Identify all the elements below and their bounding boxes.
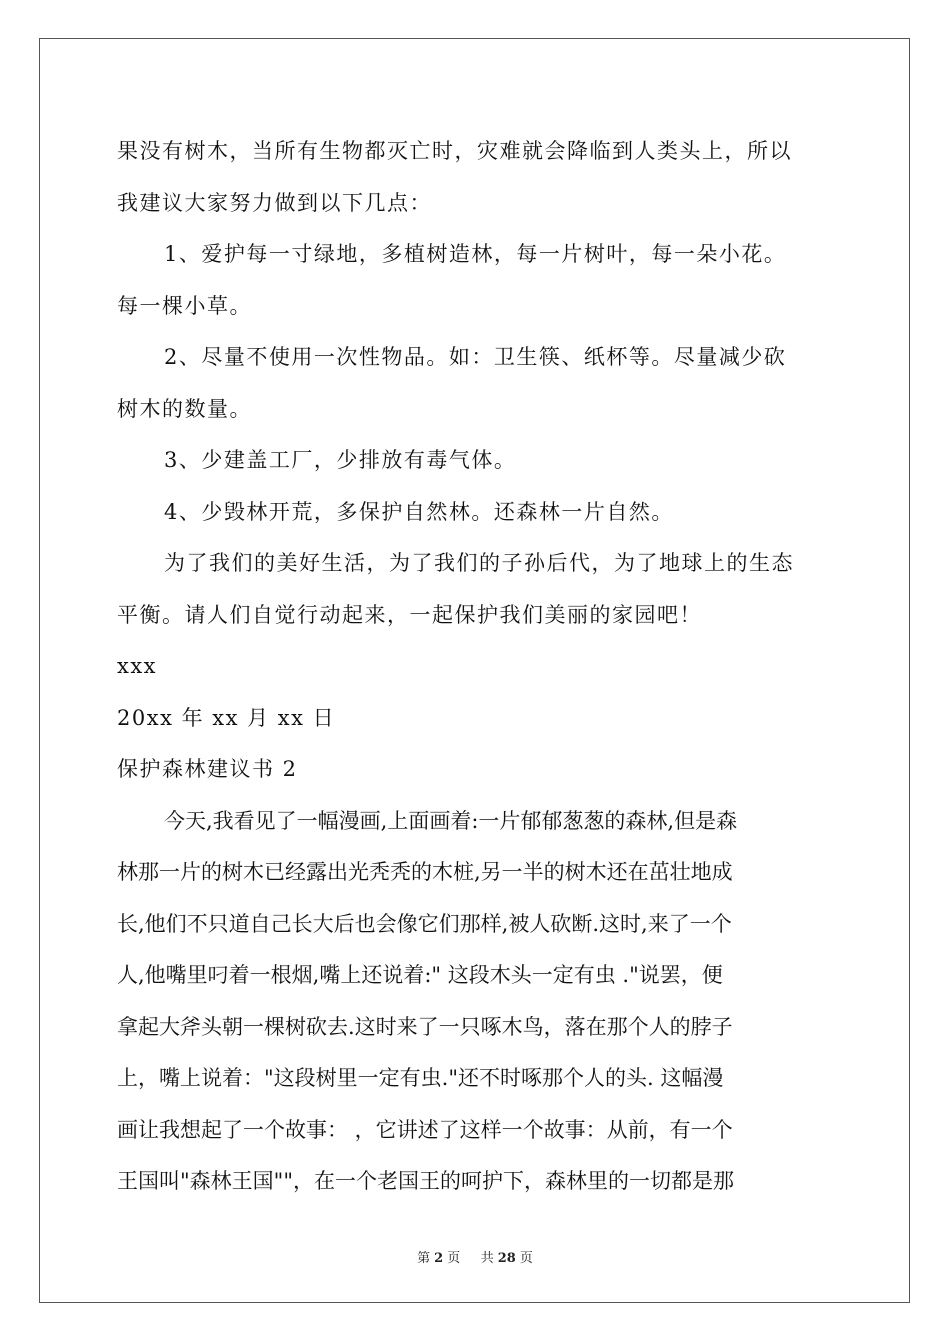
text-line: 每一棵小草。 (117, 293, 252, 318)
text-line: 我建议大家努力做到以下几点： (117, 190, 432, 215)
footer-total-unit: 页 (519, 1251, 533, 1266)
list-item: 1、爱护每一寸绿地，多植树造林，每一片树叶，每一朵小花。 (164, 242, 787, 266)
text-line: 拿起大斧头朝一棵树砍去.这时来了一只啄木鸟，落在那个人的脖子 (117, 1014, 733, 1039)
text-line: 上，嘴上说着："这段树里一定有虫."还不时啄那个人的头. 这幅漫 (117, 1066, 724, 1090)
text-line: 果没有树木，当所有生物都灭亡时，灾难就会降临到人类头上，所以 (117, 139, 792, 163)
paragraph-start: 今天,我看见了一幅漫画,上面画着:一片郁郁葱葱的森林,但是森 (164, 808, 738, 833)
document-body (117, 126, 833, 1208)
list-item: 4、少毁林开荒，多保护自然林。还森林一片自然。 (164, 499, 674, 524)
text-line: 树木的数量。 (117, 396, 252, 421)
signature: xxx (117, 654, 158, 678)
text-line: 画让我想起了一个故事： ，它讲述了这样一个故事：从前，有一个 (117, 1117, 733, 1142)
total-pages-number: 28 (497, 1251, 516, 1266)
paragraph-start: 为了我们的美好生活，为了我们的子孙后代，为了地球上的生态 (164, 551, 794, 575)
page-footer (0, 1247, 950, 1266)
text-line: 林那一片的树木已经露出光秃秃的木桩,另一半的树木还在茁壮地成 (117, 860, 733, 884)
text-line: 长,他们不只道自己长大后也会像它们那样,被人砍断.这时,来了一个 (117, 911, 732, 936)
footer-prefix: 第 (417, 1251, 431, 1266)
current-page-number: 2 (434, 1251, 444, 1266)
footer-page-unit: 页 (447, 1251, 461, 1266)
text-line: 人,他嘴里叼着一根烟,嘴上还说着:" 这段木头一定有虫 ."说罢，便 (117, 963, 723, 987)
text-line: 平衡。请人们自觉行动起来，一起保护我们美丽的家园吧！ (117, 602, 702, 627)
text-line: 王国叫"森林王国""，在一个老国王的呵护下，森林里的一切都是那 (117, 1169, 734, 1193)
section-title: 保护森林建议书 2 (117, 757, 298, 781)
footer-total-prefix: 共 (480, 1251, 494, 1266)
list-item: 2、尽量不使用一次性物品。如：卫生筷、纸杯等。尽量减少砍 (164, 345, 787, 369)
date-line: 20xx 年 xx 月 xx 日 (117, 705, 336, 730)
list-item: 3、少建盖工厂，少排放有毒气体。 (164, 448, 517, 472)
